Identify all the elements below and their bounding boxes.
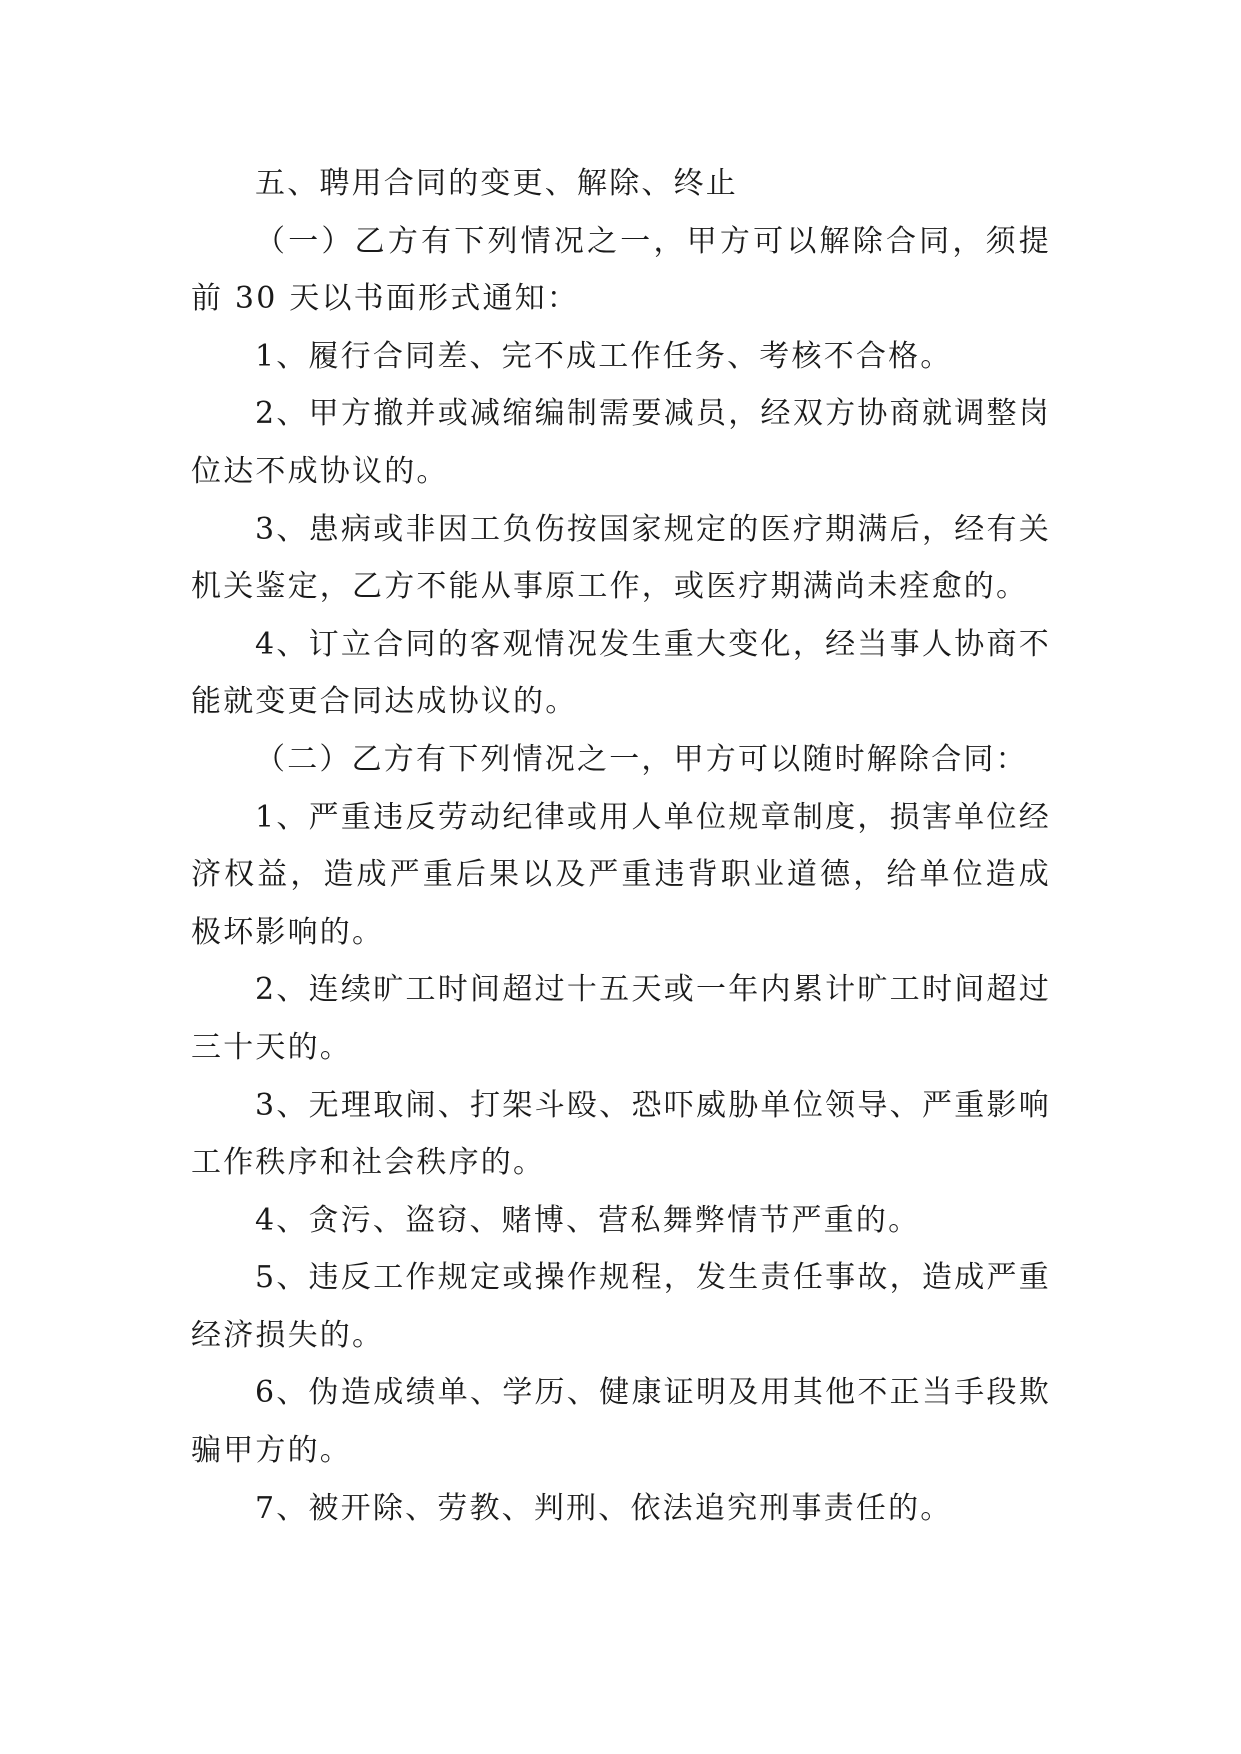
- paragraph-11: 5、违反工作规定或操作规程，发生责任事故，造成严重经济损失的。: [191, 1260, 1051, 1353]
- paragraph-7: 1、严重违反劳动纪律或用人单位规章制度，损害单位经济权益，造成严重后果以及严重违背职业道德，给单位造成极坏影响的。: [191, 799, 1051, 950]
- paragraph-8: 2、连续旷工时间超过十五天或一年内累计旷工时间超过三十天的。: [191, 972, 1051, 1065]
- paragraph-6: （二）乙方有下列情况之一，甲方可以随时解除合同：: [255, 741, 1028, 777]
- paragraph-5: 4、订立合同的客观情况发生重大变化，经当事人协商不能就变更合同达成协议的。: [191, 626, 1051, 720]
- document-body: [191, 155, 1051, 1537]
- paragraph-13: 7、被开除、劳教、判刑、依法追究刑事责任的。: [255, 1490, 953, 1526]
- paragraph-2: 1、履行合同差、完不成工作任务、考核不合格。: [255, 338, 953, 374]
- paragraph-3: 2、甲方撤并或减缩编制需要减员，经双方协商就调整岗位达不成协议的。: [191, 396, 1051, 489]
- paragraph-1: （一）乙方有下列情况之一，甲方可以解除合同，须提前 30 天以书面形式通知：: [191, 223, 1051, 317]
- paragraph-10: 4、贪污、盗窃、赌博、营私舞弊情节严重的。: [255, 1202, 921, 1238]
- section-heading: 五、聘用合同的变更、解除、终止: [255, 166, 738, 201]
- paragraph-12: 6、伪造成绩单、学历、健康证明及用其他不正当手段欺骗甲方的。: [191, 1375, 1051, 1469]
- paragraph-9: 3、无理取闹、打架斗殴、恐吓威胁单位领导、严重影响工作秩序和社会秩序的。: [191, 1087, 1051, 1181]
- paragraph-4: 3、患病或非因工负伤按国家规定的医疗期满后，经有关机关鉴定，乙方不能从事原工作，或医疗期满尚未痊愈的。: [191, 511, 1051, 605]
